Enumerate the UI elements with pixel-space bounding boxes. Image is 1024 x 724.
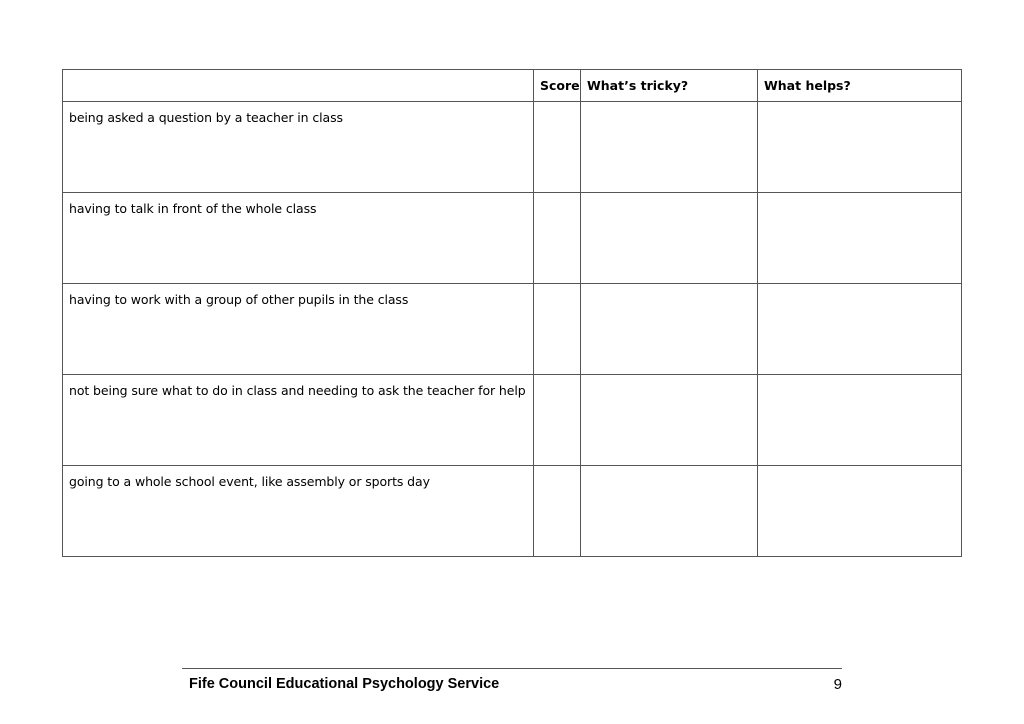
header-situation (63, 70, 534, 102)
score-cell[interactable] (534, 375, 581, 466)
whats-tricky-cell[interactable] (581, 193, 758, 284)
header-what-helps: What helps? (758, 70, 962, 102)
score-cell[interactable] (534, 284, 581, 375)
table-row (63, 102, 962, 193)
table-row (63, 375, 962, 466)
situation-cell: being asked a question by a teacher in class (63, 102, 534, 193)
what-helps-cell[interactable] (758, 193, 962, 284)
header-score: Score (534, 70, 581, 102)
whats-tricky-cell[interactable] (581, 375, 758, 466)
score-cell[interactable] (534, 466, 581, 557)
what-helps-cell[interactable] (758, 375, 962, 466)
worksheet-table (62, 69, 962, 557)
what-helps-cell[interactable] (758, 466, 962, 557)
score-cell[interactable] (534, 193, 581, 284)
score-cell[interactable] (534, 102, 581, 193)
footer-organisation: Fife Council Educational Psychology Service (189, 676, 500, 692)
table-row (63, 284, 962, 375)
table-row (63, 466, 962, 557)
header-whats-tricky: What’s tricky? (581, 70, 758, 102)
header-row (63, 70, 962, 102)
situation-cell: having to work with a group of other pupils in the class (63, 284, 534, 375)
whats-tricky-cell[interactable] (581, 466, 758, 557)
table-row (63, 193, 962, 284)
what-helps-cell[interactable] (758, 102, 962, 193)
situation-cell: not being sure what to do in class and needing to ask the teacher for help (63, 375, 534, 466)
situation-cell: having to talk in front of the whole class (63, 193, 534, 284)
whats-tricky-cell[interactable] (581, 284, 758, 375)
what-helps-cell[interactable] (758, 284, 962, 375)
page-number: 9 (833, 676, 842, 693)
footer-divider (182, 668, 842, 669)
situation-cell: going to a whole school event, like assembly or sports day (63, 466, 534, 557)
whats-tricky-cell[interactable] (581, 102, 758, 193)
